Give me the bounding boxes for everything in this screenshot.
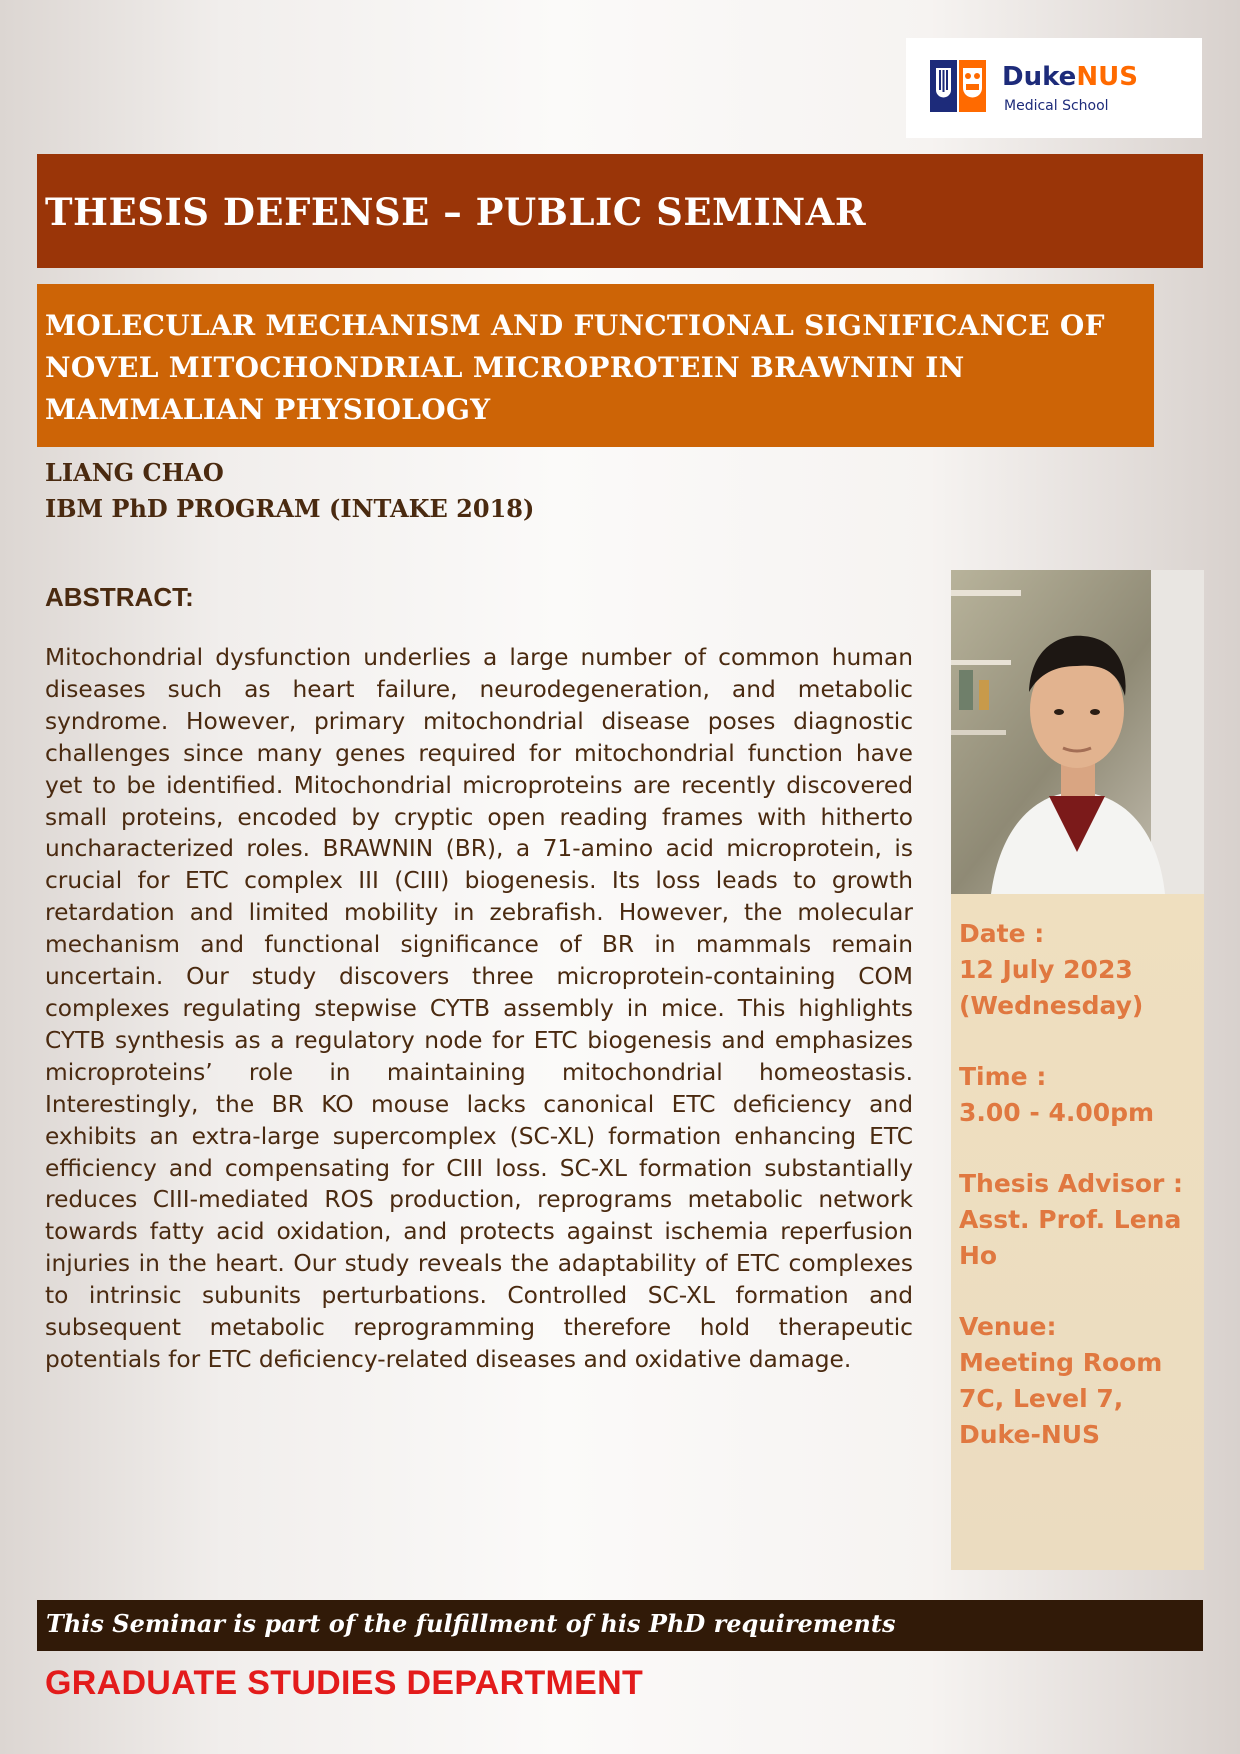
date-block [959,916,1201,1024]
venue-line-1: Meeting Room [959,1348,1163,1377]
venue-line-2: 7C, Level 7, [959,1384,1124,1413]
advisor-value: Asst. Prof. Lena Ho [959,1205,1182,1270]
logo-brand-nus: NUS [1076,62,1138,92]
logo-wordmark [1002,64,1138,90]
logo-subtitle: Medical School [1004,98,1109,114]
venue-block [959,1309,1201,1453]
venue-label: Venue: [959,1312,1057,1341]
time-block [959,1059,1201,1131]
seminar-title-box [37,284,1154,447]
header-bar [37,154,1203,268]
footer-bar [37,1600,1203,1651]
page-title: THESIS DEFENSE – PUBLIC SEMINAR [45,190,867,234]
abstract-body: Mitochondrial dysfunction underlies a large number of common human diseases such as heart failure, neurodegeneration, and metabolic syndrome. However, primary mitochondrial disease poses diagnostic challenges since many genes required for mitochondrial function have yet to be identified. Mitochondrial microproteins are recently discovered small proteins, encoded by cryptic open reading frames with hitherto uncharacterized roles. BRAWNIN (BR), a 71-amino acid microprotein, is crucial for ETC complex III (CIII) biogenesis. Its loss leads to growth retardation and limited mobility in zebrafish. However, the molecular mechanism and functional significance of BR in mammals remain uncertain. Our study discovers three microprotein-containing COM complexes regulating stepwise CYTB assembly in mice. This highlights CYTB synthesis as a regulatory node for ETC biogenesis and emphasizes microproteins’ role in maintaining mitochondrial homeostasis. Interestingly, the BR KO mouse lacks canonical ETC deficiency and exhibits an extra-large supercomplex (SC-XL) formation enhancing ETC efficiency and compensating for CIII loss. SC-XL formation substantially reduces CIII-mediated ROS production, reprograms metabolic network towards fatty acid oxidation, and protects against ischemia reperfusion injuries in the heart. Our study reveals the adaptability of ETC complexes to intrinsic subunits perturbations. Controlled SC-XL formation and subsequent metabolic reprogramming therefore hold therapeutic potentials for ETC deficiency-related diseases and oxidative damage. [45,644,913,1373]
logo-brand-duke: Duke [1002,62,1077,92]
presenter-name: LIANG CHAO [45,458,224,487]
presenter-photo [951,570,1204,894]
footer-note: This Seminar is part of the fulfillment of his PhD requirements [46,1609,896,1638]
venue-line-3: Duke-NUS [959,1420,1101,1449]
department-name: GRADUATE STUDIES DEPARTMENT [45,1664,644,1702]
advisor-label: Thesis Advisor : [959,1169,1184,1198]
seminar-title: MOLECULAR MECHANISM AND FUNCTIONAL SIGNIFICANCE OF NOVEL MITOCHONDRIAL MICROPROTEIN BRAWNIN IN MAMMALIAN PHYSIOLOGY [45,309,1105,426]
advisor-block [959,1166,1201,1274]
event-info-panel [951,894,1204,1570]
date-label: Date : [959,919,1045,948]
time-value: 3.00 - 4.00pm [959,1098,1155,1127]
date-value: 12 July 2023 [959,955,1133,984]
abstract-heading: ABSTRACT: [45,582,194,612]
duke-nus-shield-icon [930,60,986,116]
presenter-program: IBM PhD PROGRAM (INTAKE 2018) [45,494,535,523]
logo-box [906,38,1202,138]
date-day: (Wednesday) [959,991,1144,1020]
time-label: Time : [959,1062,1047,1091]
